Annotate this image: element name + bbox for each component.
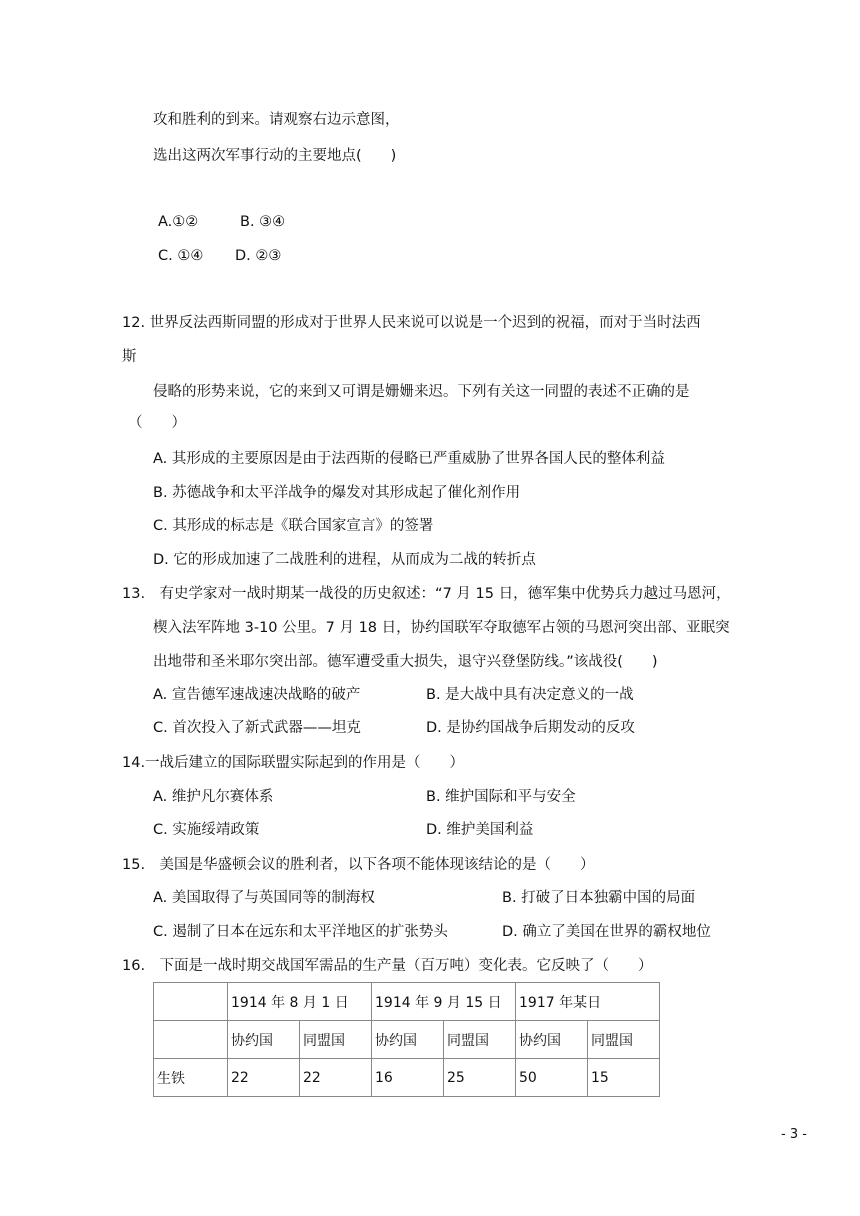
table-value-cell: 22 — [300, 1059, 372, 1097]
table-row — [154, 983, 660, 1021]
q11-option-d: D. ②③ — [235, 248, 282, 264]
table-side-header: 协约国 — [372, 1021, 444, 1059]
table-side-header: 协约国 — [516, 1021, 588, 1059]
q11-line1: 攻和胜利的到来。请观察右边示意图， — [153, 112, 400, 128]
q11-option-b: B. ③④ — [240, 214, 286, 230]
q12-line1-wrap: 斯 — [122, 349, 137, 365]
q15-option-c: C. 遏制了日本在远东和太平洋地区的扩张势头 — [153, 924, 448, 940]
table-date-header: 1914 年 9 月 15 日 — [372, 983, 516, 1021]
table-row-label: 生铁 — [154, 1059, 228, 1097]
q13-line3: 出地带和圣米耶尔突出部。德军遭受重大损失，退守兴登堡防线。”该战役( ) — [153, 654, 658, 670]
q13-line2: 楔入法军阵地 3-10 公里。7 月 18 日，协约国联军夺取德军占领的马恩河突出部、亚眠突 — [153, 620, 730, 636]
q12-option-c: C. 其形成的标志是《联合国家宣言》的签署 — [153, 518, 434, 534]
q12-option-d: D. 它的形成加速了二战胜利的进程，从而成为二战的转折点 — [153, 552, 536, 568]
q14-line1: 14.一战后建立的国际联盟实际起到的作用是（ ） — [122, 755, 465, 771]
table-row — [154, 1021, 660, 1059]
q12-option-b: B. 苏德战争和太平洋战争的爆发对其形成起了催化剂作用 — [153, 485, 521, 501]
q14-option-b: B. 维护国际和平与安全 — [426, 789, 576, 805]
table-empty-cell — [154, 1021, 228, 1059]
q14-option-d: D. 维护美国利益 — [426, 822, 534, 838]
page-number: - 3 - — [781, 1127, 807, 1142]
table-corner-cell — [154, 983, 228, 1021]
table-date-header: 1914 年 8 月 1 日 — [228, 983, 372, 1021]
q15-line1: 15. 美国是华盛顿会议的胜利者，以下各项不能体现该结论的是（ ） — [122, 857, 595, 873]
q13-option-d: D. 是协约国战争后期发动的反攻 — [426, 720, 635, 736]
table-side-header: 协约国 — [228, 1021, 300, 1059]
q13-option-b: B. 是大战中具有决定意义的一战 — [426, 687, 634, 703]
q16-line1: 16. 下面是一战时期交战国军需品的生产量（百万吨）变化表。它反映了（ ） — [122, 958, 653, 974]
production-table — [153, 982, 660, 1097]
q13-line1: 13. 有史学家对一战时期某一战役的历史叙述：“7 月 15 日，德军集中优势兵力越过马恩河， — [122, 586, 731, 602]
q13-option-c: C. 首次投入了新式武器——坦克 — [153, 720, 361, 736]
q11-option-c: C. ①④ — [158, 248, 204, 264]
table-value-cell: 16 — [372, 1059, 444, 1097]
table-value-cell: 50 — [516, 1059, 588, 1097]
q12-line2: 侵略的形势来说，它的来到又可谓是姗姗来迟。下列有关这一同盟的表述不正确的是 — [153, 384, 690, 400]
q11-option-a: A.①② — [158, 214, 199, 230]
q14-option-a: A. 维护凡尔赛体系 — [153, 789, 274, 805]
table-side-header: 同盟国 — [300, 1021, 372, 1059]
q12-line1: 12. 世界反法西斯同盟的形成对于世界人民来说可以说是一个迟到的祝福，而对于当时法西 — [122, 315, 701, 331]
q15-option-a: A. 美国取得了与英国同等的制海权 — [153, 890, 375, 906]
q13-option-a: A. 宣告德军速战速决战略的破产 — [153, 687, 361, 703]
table-row — [154, 1059, 660, 1097]
table-value-cell: 15 — [588, 1059, 660, 1097]
q15-option-b: B. 打破了日本独霸中国的局面 — [502, 890, 696, 906]
table-value-cell: 25 — [444, 1059, 516, 1097]
table-side-header: 同盟国 — [444, 1021, 516, 1059]
q11-line2: 选出这两次军事行动的主要地点( ) — [153, 148, 397, 164]
q14-option-c: C. 实施绥靖政策 — [153, 822, 260, 838]
q12-line3: （ ） — [128, 415, 186, 431]
table-value-cell: 22 — [228, 1059, 300, 1097]
table-side-header: 同盟国 — [588, 1021, 660, 1059]
table-date-header: 1917 年某日 — [516, 983, 660, 1021]
q12-option-a: A. 其形成的主要原因是由于法西斯的侵略已严重威胁了世界各国人民的整体利益 — [153, 451, 665, 467]
q15-option-d: D. 确立了美国在世界的霸权地位 — [502, 924, 711, 940]
